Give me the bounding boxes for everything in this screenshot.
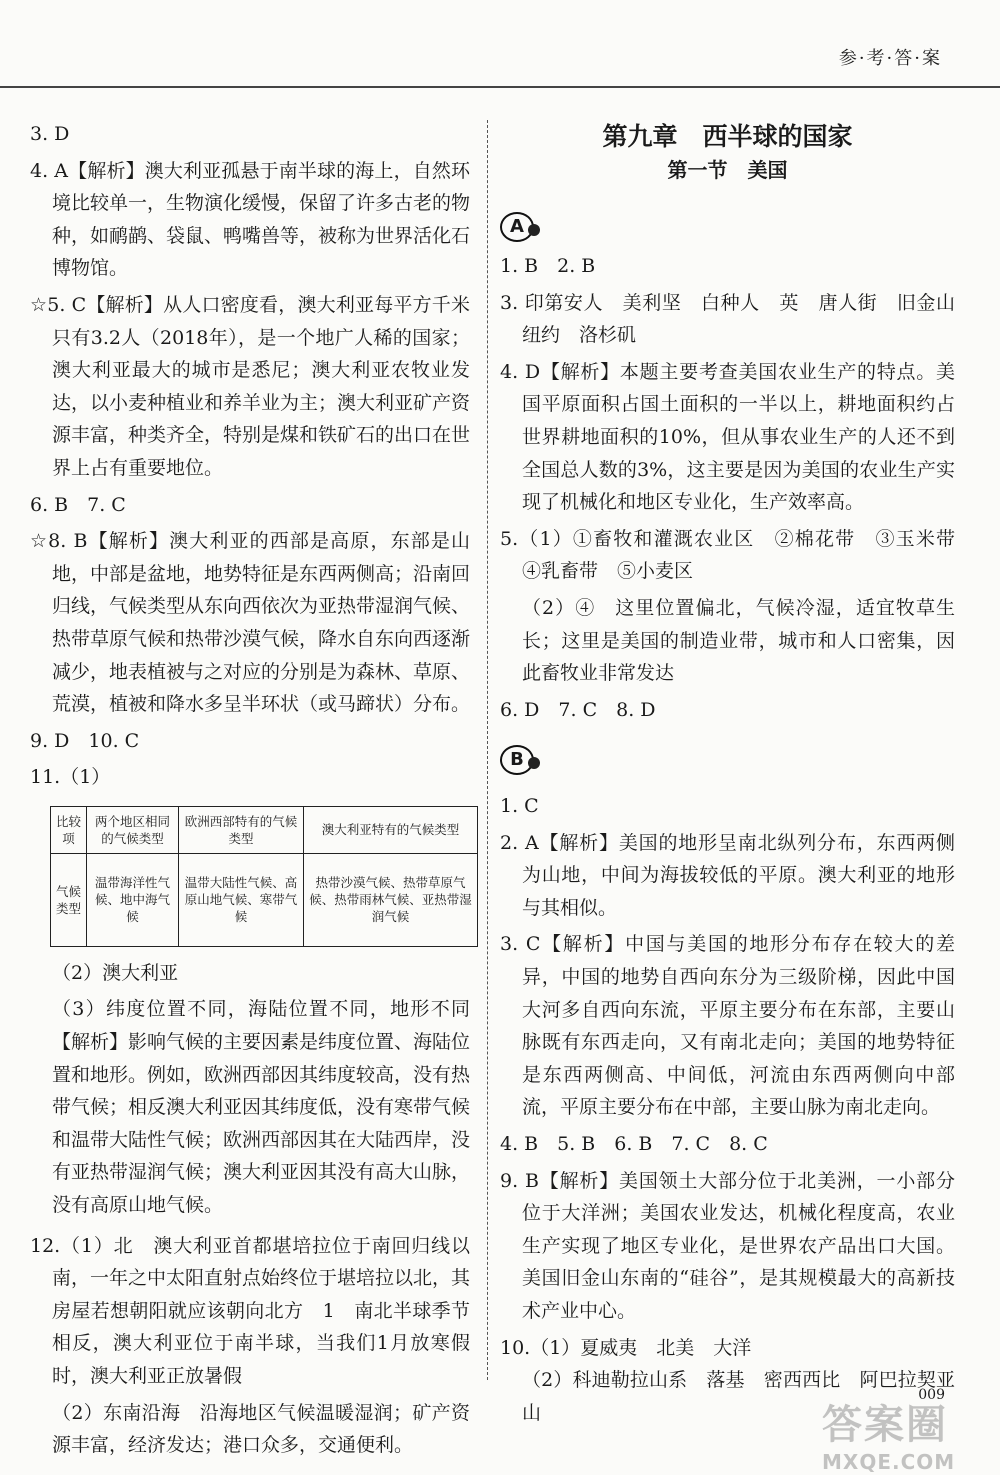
badge-dot [528, 757, 540, 769]
answer-item: 4. D【解析】本题主要考查美国农业生产的特点。美国平原面积占国土面积的一半以上，耕地面积约占世界耕地面积的10%，但从事农业生产的人还不到全国总人数的3%，这主要是因为美国的农业生产实现了机械化和地区专业化，生产效率高。 [500, 360, 955, 514]
watermark-text: 答案圈 [822, 1402, 948, 1448]
badge-letter: B [500, 745, 534, 775]
table-header-cell: 澳大利亚特有的气候类型 [303, 806, 477, 853]
answer-item: ☆8. B【解析】澳大利亚的西部是高原，东部是山地，中部是盆地，地势特征是东西两侧高；沿南回归线，气候类型从东向西依次为亚热带湿润气候、热带草原气候和热带沙漠气候，降水自东向西逐渐减少，地表植被与之对应的分别是为森林、草原、荒漠，植被和降水多呈半环状（或马蹄状）分布。 [30, 530, 471, 716]
watermark-url: MXQE.COM [822, 1450, 956, 1474]
climate-comparison-table [50, 806, 478, 947]
table-header-cell: 比较项 [51, 806, 87, 853]
answer-item: 5.（1）①畜牧和灌溉农业区 ②棉花带 ③玉米带 ④乳畜带 ⑤小麦区 [500, 527, 975, 583]
right-column-a [500, 246, 975, 726]
badge-dot [528, 224, 540, 236]
left-column [30, 114, 470, 1462]
table-cell: 气候类型 [51, 853, 87, 946]
column-divider [487, 120, 488, 1380]
answer-item: 3. 印第安人 美利坚 白种人 英 唐人街 旧金山 纽约 洛杉矶 [500, 291, 975, 347]
running-header: 参·考·答·案 [838, 48, 942, 69]
table-cell: 热带沙漠气候、热带草原气候、热带雨林气候、亚热带湿润气候 [303, 853, 477, 946]
answer-item: 2. A【解析】美国的地形呈南北纵列分布，东西两侧为山地，中间为海拔较低的平原。澳大利亚的地形与其相似。 [500, 831, 955, 919]
answer-item: 4. A【解析】澳大利亚孤悬于南半球的海上，自然环境比较单一，生物演化缓慢，保留了许多古老的物种，如鸸鹋、袋鼠、鸭嘴兽等，被称为世界活化石博物馆。 [30, 159, 471, 280]
answer-item: （2）东南沿海 沿海地区气候温暖湿润；矿产资源丰富，经济发达；港口众多，交通便利。 [52, 1401, 470, 1457]
badge-letter: A [500, 212, 534, 242]
table-cell: 温带大陆性气候、高原山地气候、寒带气候 [179, 853, 304, 946]
table-cell: 温带海洋性气候、地中海气候 [86, 853, 178, 946]
chapter-title: 第九章 西半球的国家 [602, 122, 853, 151]
watermark-logo [822, 1393, 972, 1474]
answer-item: （2）澳大利亚 [52, 961, 179, 984]
answer-item: 1. C [500, 795, 539, 817]
answer-item: 1. B 2. B [500, 255, 596, 277]
answer-item: 9. B【解析】美国领土大部分位于北美洲，一小部分位于大洋洲；美国农业发达，机械化程度高，农业生产实现了地区专业化，是世界农产品出口大国。美国旧金山东南的“硅谷”，是其规模最大的高新技术产业中心。 [500, 1169, 955, 1322]
answer-item: 10.（1）夏威夷 北美 大洋 [500, 1336, 752, 1359]
answer-item: 9. D 10. C [30, 729, 140, 752]
header-rule [0, 86, 1000, 88]
level-b-badge-icon [500, 745, 540, 773]
answer-item: 11.（1） [30, 766, 111, 789]
page-number: 009 [918, 1387, 945, 1403]
answer-item: 3. C【解析】中国与美国的地形分布存在较大的差异，中国的地势自西向东分为三级阶梯，因此中国大河多自西向东流，平原主要分布在东部，主要山脉既有东西走向，又有南北走向；美国的地势特征是东西两侧高、中间低，河流由东西两侧向中部流，平原主要分布在中部，主要山脉为南北走向。 [500, 933, 955, 1119]
answer-item: 3. D [30, 123, 70, 145]
section-title: 第一节 美国 [667, 158, 788, 182]
answer-item: 12.（1）北 澳大利亚首都堪培拉位于南回归线以南，一年之中太阳直射点始终位于堪培拉以北，其房屋若想朝阳就应该朝向北方 1 南北半球季节相反，澳大利亚位于南半球，当我们1月放寒假时，澳大利亚正放暑假 [30, 1234, 471, 1387]
answer-item: （2）④ 这里位置偏北，气候冷湿，适宜牧草生长；这里是美国的制造业带，城市和人口密集，因此畜牧业非常发达 [522, 596, 955, 685]
table-header-cell: 欧洲西部特有的气候类型 [179, 806, 304, 853]
answer-item: 6. D 7. C 8. D [500, 698, 656, 721]
right-column-b [500, 786, 955, 1429]
table-row [51, 853, 478, 946]
table-header-cell: 两个地区相同的气候类型 [86, 806, 178, 853]
answer-item: 6. B 7. C [30, 493, 126, 516]
answer-item: （3）纬度位置不同，海陆位置不同，地形不同【解析】影响气候的主要因素是纬度位置、海陆位置和地形。例如，欧洲西部因其纬度较高，没有热带气候；相反澳大利亚因其纬度低，没有寒带气候和温带大陆性气候；欧洲西部因其在大陆西岸，没有亚热带湿润气候；澳大利亚因其没有高大山脉，没有高原山地气候。 [52, 998, 471, 1217]
answer-item: 4. B 5. B 6. B 7. C 8. C [500, 1132, 768, 1155]
answer-item: ☆5. C【解析】从人口密度看，澳大利亚每平方千米只有3.2人（2018年），是一个地广人稀的国家；澳大利亚最大的城市是悉尼；澳大利亚农牧业发达，以小麦种植业和养羊业为主；澳大利亚矿产资源丰富，种类齐全，特别是煤和铁矿石的出口在世界上占有重要地位。 [30, 293, 471, 479]
table-header-row [51, 806, 478, 853]
level-a-badge-icon [500, 212, 540, 240]
answer-item: （2）科迪勒拉山系 落基 密西西比 阿巴拉契亚山 [522, 1369, 955, 1424]
